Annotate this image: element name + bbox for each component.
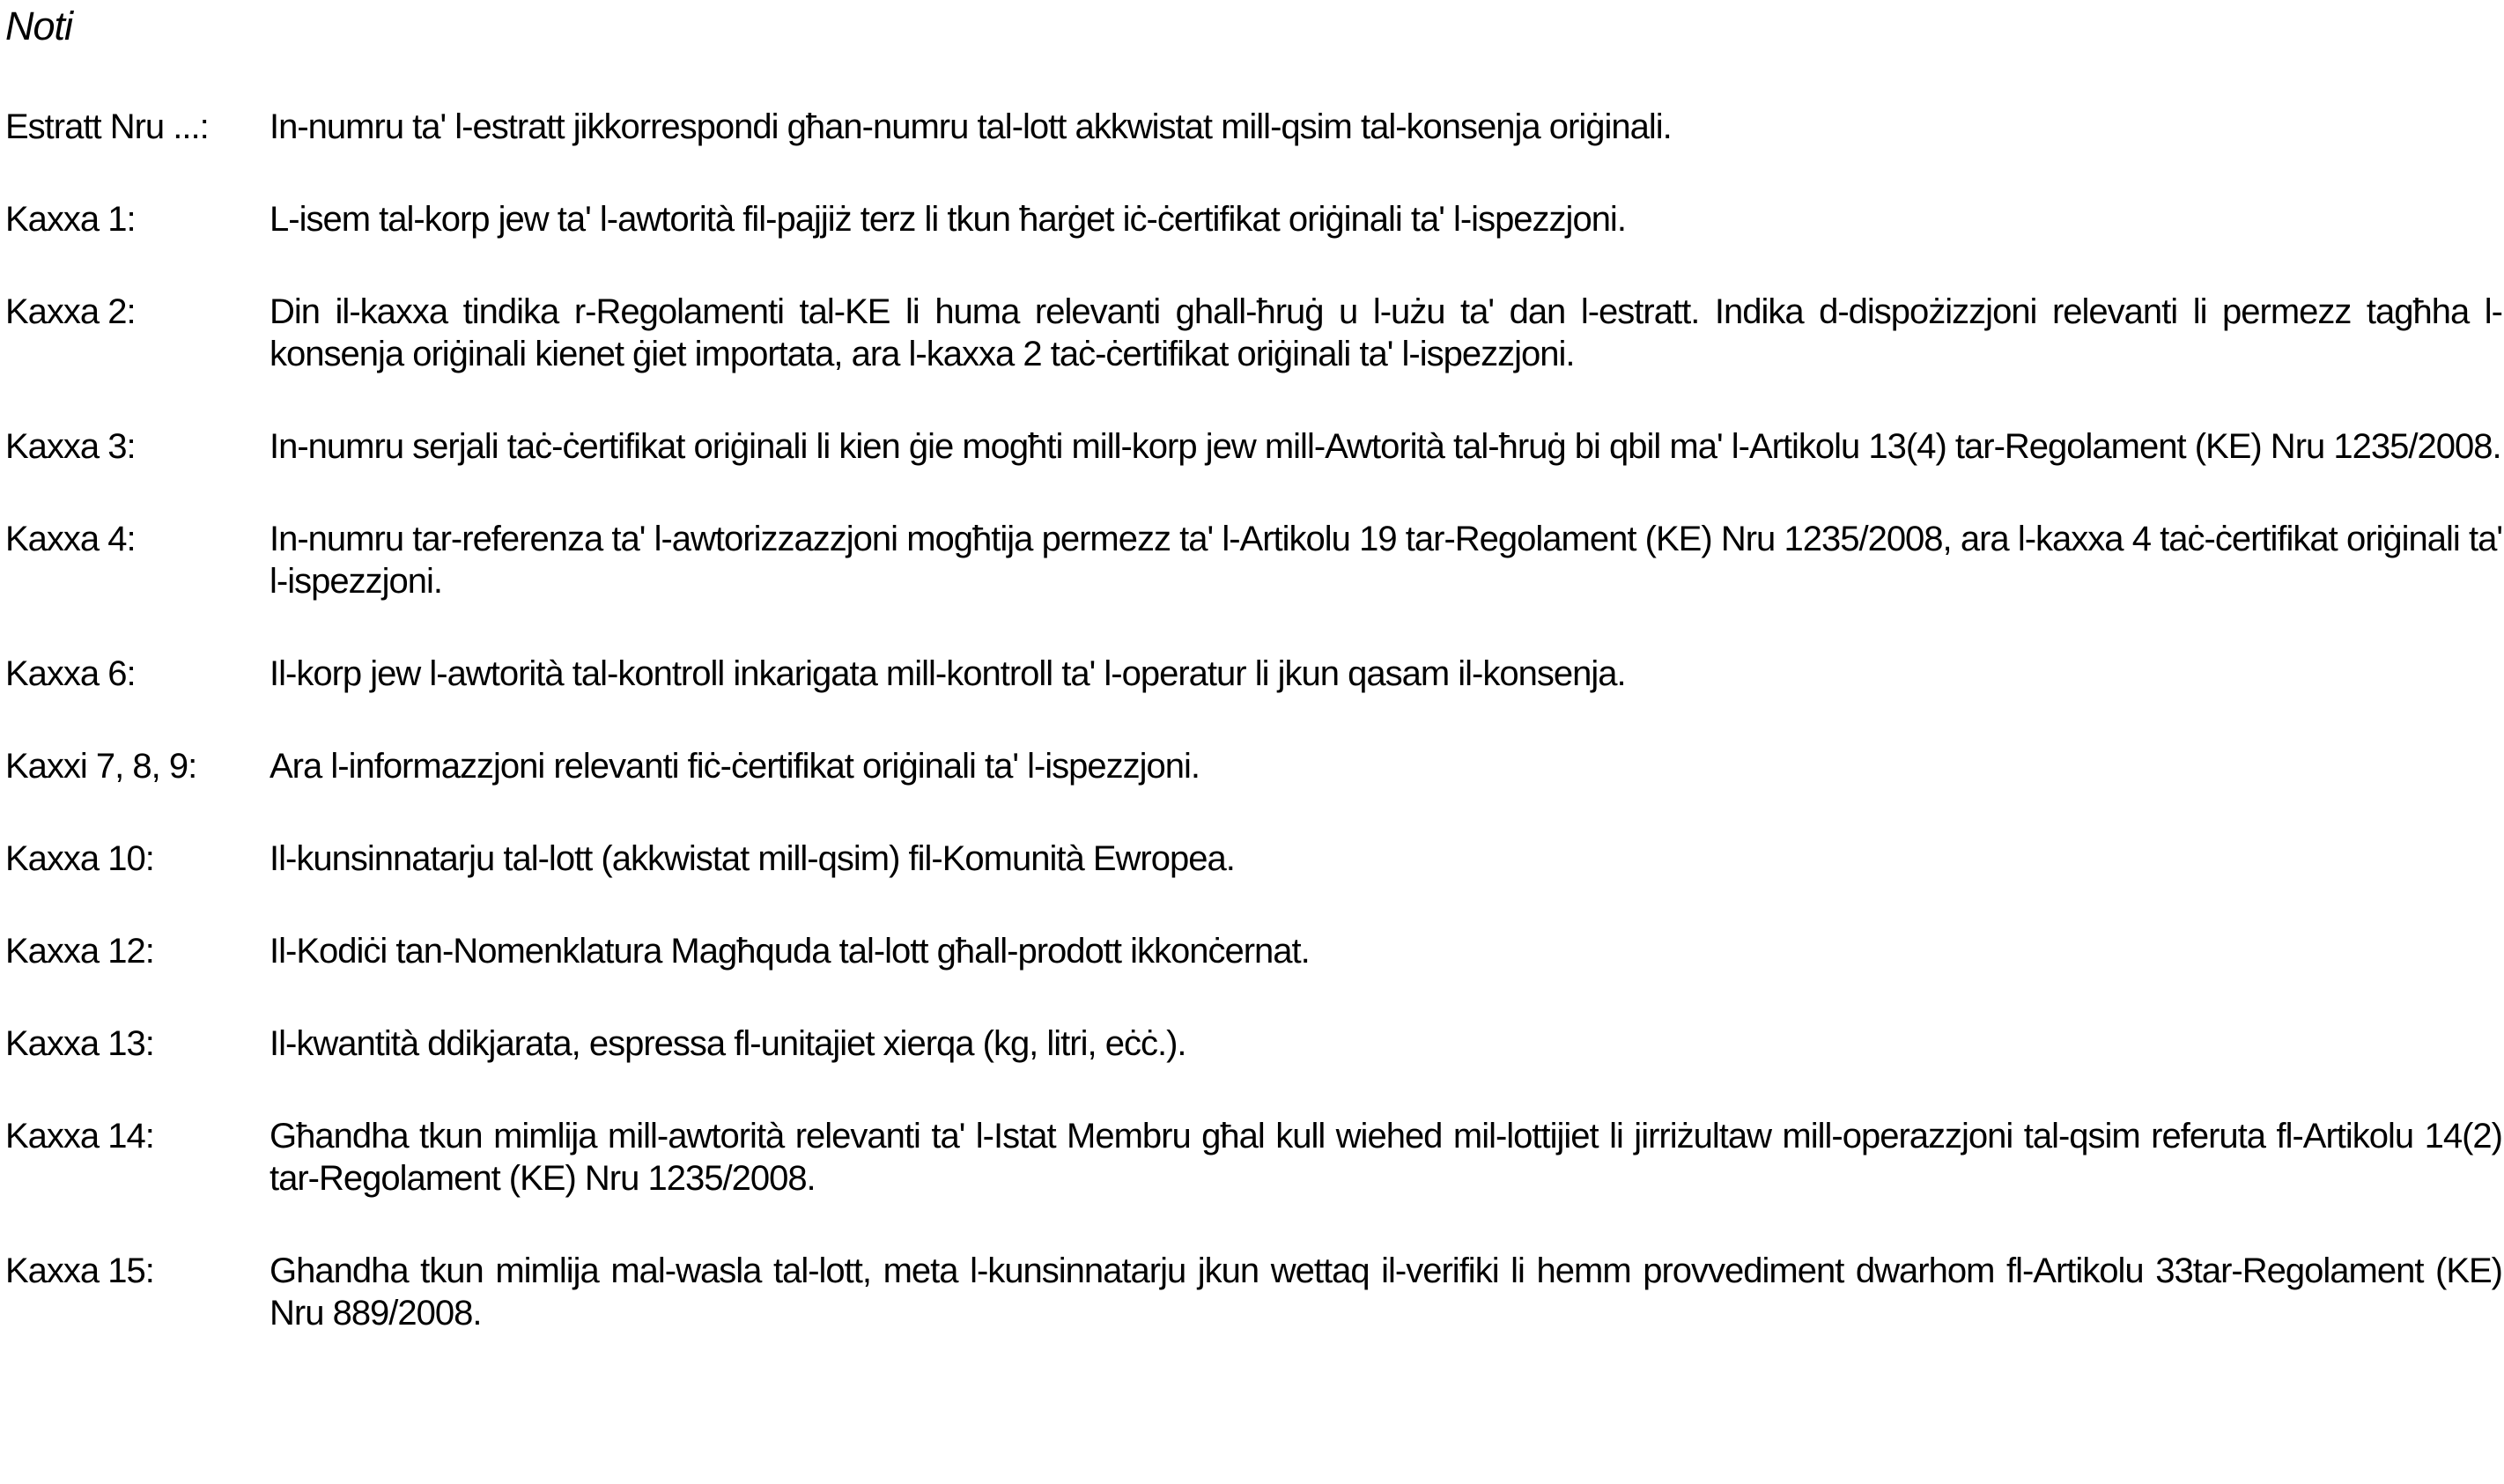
note-label: Kaxxa 13: (5, 1024, 154, 1063)
note-entry (5, 653, 2504, 695)
note-label: Kaxxa 1: (5, 200, 136, 239)
page-title: Noti (5, 4, 73, 48)
note-entry (5, 1023, 2504, 1065)
note-label: Kaxxa 14: (5, 1117, 154, 1155)
note-text: Ghandha tkun mimlija mal-wasla tal-lott, meta l-kunsinnatarju jkun wettaq il-verifiki li hemm provvediment dwarhom fl-Artikolu 33tar-Regolament (KE) Nru 889/2008. (270, 1251, 2502, 1333)
note-text: Ara l-informazzjoni relevanti fiċ-ċertifikat oriġinali ta' l-ispezzjoni. (270, 747, 1200, 786)
note-entry (5, 745, 2504, 787)
note-label: Kaxxa 6: (5, 654, 136, 693)
note-label: Kaxxi 7, 8, 9: (5, 747, 197, 786)
note-entry (5, 518, 2504, 602)
note-label: Estratt Nru ...: (5, 107, 209, 146)
note-text: Il-kunsinnatarju tal-lott (akkwistat mill-qsim) fil-Komunità Ewropea. (270, 839, 1235, 878)
note-text: Għandha tkun mimlija mill-awtorità relevanti ta' l-Istat Membru għal kull wiehed mil-lottijiet li jirriżultaw mill-operazzjoni tal-qsim referuta fl-Artikolu 14(2) tar-Regolament (KE) Nru 1235/2008. (270, 1117, 2502, 1198)
note-text: Din il-kaxxa tindika r-Regolamenti tal-KE li huma relevanti ghall-ħruġ u l-użu ta' dan l-estratt. Indika d-dispożizzjoni relevanti li permezz tagħha l-konsenja oriġinali kienet ġiet importata, ara l-kaxxa 2 taċ-ċertifikat oriġinali ta' l-ispezzjoni. (270, 292, 2502, 373)
note-text: In-numru serjali taċ-ċertifikat oriġinali li kien ġie mogħti mill-korp jew mill-Awtorità tal-ħruġ bi qbil ma' l-Artikolu 13(4) tar-Regolament (KE) Nru 1235/2008. (270, 427, 2501, 466)
note-text: Il-Kodiċi tan-Nomenklatura Magħquda tal-lott għall-prodott ikkonċernat. (270, 932, 1310, 971)
note-label: Kaxxa 12: (5, 932, 154, 971)
note-entry (5, 291, 2504, 375)
note-label: Kaxxa 10: (5, 839, 154, 878)
note-entry (5, 106, 2504, 148)
note-text: L-isem tal-korp jew ta' l-awtorità fil-pajjiż terz li tkun ħarġet iċ-ċertifikat oriġinali ta' l-ispezzjoni. (270, 200, 1626, 239)
note-entry (5, 425, 2504, 468)
note-entry (5, 930, 2504, 972)
note-label: Kaxxa 2: (5, 292, 136, 331)
note-text: In-numru ta' l-estratt jikkorrespondi għan-numru tal-lott akkwistat mill-qsim tal-konsenja oriġinali. (270, 107, 1672, 146)
note-label: Kaxxa 3: (5, 427, 136, 466)
note-entry (5, 198, 2504, 240)
note-text: In-numru tar-referenza ta' l-awtorizzazzjoni mogħtija permezz ta' l-Artikolu 19 tar-Regolament (KE) Nru 1235/2008, ara l-kaxxa 4 taċ-ċertifikat oriġinali ta' l-ispezzjoni. (270, 520, 2502, 601)
notes-list (5, 106, 2504, 1334)
note-entry (5, 838, 2504, 880)
note-entry (5, 1250, 2504, 1334)
note-entry (5, 1115, 2504, 1200)
note-text: Il-korp jew l-awtorità tal-kontroll inkarigata mill-kontroll ta' l-operatur li jkun qasam il-konsenja. (270, 654, 1626, 693)
note-label: Kaxxa 4: (5, 520, 136, 558)
note-text: Il-kwantità ddikjarata, espressa fl-unitajiet xierqa (kg, litri, eċċ.). (270, 1024, 1186, 1063)
note-label: Kaxxa 15: (5, 1251, 154, 1290)
